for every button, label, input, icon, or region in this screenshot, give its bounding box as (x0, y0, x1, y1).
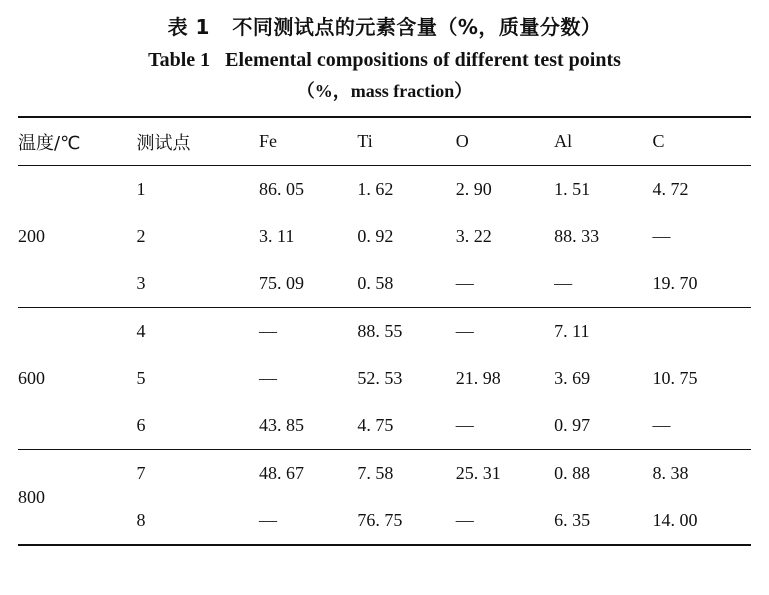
caption-line-chinese: 表 1 不同测试点的元素含量（%，质量分数） (167, 15, 602, 39)
cell-o: — (455, 321, 474, 341)
cell-al: 7. 11 (554, 321, 590, 341)
table-rule-bottom (18, 545, 751, 546)
cell-c: 14. 00 (652, 510, 698, 530)
cell-ti: 7. 58 (357, 463, 394, 483)
cell-ti: 52. 53 (357, 368, 403, 388)
caption-line-english-sub: （%，mass fraction） (296, 81, 473, 101)
cell-temperature-800: 800 (18, 486, 45, 507)
cell-o: — (455, 415, 474, 435)
cell-point: 2 (136, 226, 146, 246)
cell-point: 5 (136, 368, 146, 388)
cell-fe: 48. 67 (258, 463, 304, 483)
cell-al: 1. 51 (554, 179, 591, 199)
cell-fe: 3. 11 (258, 226, 295, 246)
cell-point: 1 (136, 179, 146, 199)
cell-ti: 0. 92 (357, 226, 394, 246)
table-header-row (18, 118, 751, 166)
cell-temperature-600: 600 (18, 368, 45, 388)
cell-o: 3. 22 (455, 226, 492, 246)
cell-temperature-200: 200 (18, 226, 45, 246)
cell-o: — (455, 510, 474, 530)
cell-c: 10. 75 (652, 368, 698, 388)
cell-fe: — (258, 368, 277, 388)
cell-ti: 0. 58 (357, 273, 394, 293)
cell-point: 4 (136, 321, 146, 341)
column-header-o: O (455, 131, 469, 151)
cell-point: 3 (136, 273, 146, 293)
cell-point: 8 (136, 510, 146, 530)
cell-fe: — (258, 510, 277, 530)
elemental-composition-table (18, 116, 751, 546)
column-header-al: Al (554, 131, 573, 151)
table-row (18, 166, 751, 213)
cell-fe: 86. 05 (258, 179, 304, 199)
cell-al: 0. 88 (554, 463, 591, 483)
cell-c: 19. 70 (652, 273, 698, 293)
cell-o: — (455, 273, 474, 293)
cell-ti: 1. 62 (357, 179, 394, 199)
cell-al: 3. 69 (554, 368, 591, 388)
cell-o: 21. 98 (455, 368, 501, 388)
cell-o: 25. 31 (455, 463, 501, 483)
cell-ti: 4. 75 (357, 415, 394, 435)
column-header-ti: Ti (357, 131, 373, 151)
cell-c: — (652, 415, 671, 435)
caption-line-english: Table 1 Elemental compositions of different test points (148, 49, 621, 71)
cell-c: 8. 38 (652, 463, 689, 483)
column-header-test-point: 测试点 (136, 132, 191, 154)
cell-c (653, 308, 751, 355)
cell-c: — (652, 226, 671, 246)
cell-c: 4. 72 (652, 179, 689, 199)
column-header-temperature: 温度/℃ (18, 132, 81, 154)
cell-al: 0. 97 (554, 415, 591, 435)
column-header-c: C (652, 131, 665, 151)
rule (18, 545, 751, 546)
cell-point: 7 (136, 463, 146, 483)
column-header-fe: Fe (258, 131, 277, 151)
table-row (18, 308, 751, 355)
cell-o: 2. 90 (455, 179, 492, 199)
cell-al: — (554, 273, 573, 293)
cell-fe: — (258, 321, 277, 341)
cell-ti: 76. 75 (357, 510, 403, 530)
cell-ti: 88. 55 (357, 321, 403, 341)
cell-fe: 43. 85 (258, 415, 304, 435)
table-caption (18, 10, 751, 106)
cell-al: 6. 35 (554, 510, 591, 530)
cell-fe: 75. 09 (258, 273, 304, 293)
cell-al: 88. 33 (554, 226, 600, 246)
table-row (18, 450, 751, 497)
cell-point: 6 (136, 415, 146, 435)
